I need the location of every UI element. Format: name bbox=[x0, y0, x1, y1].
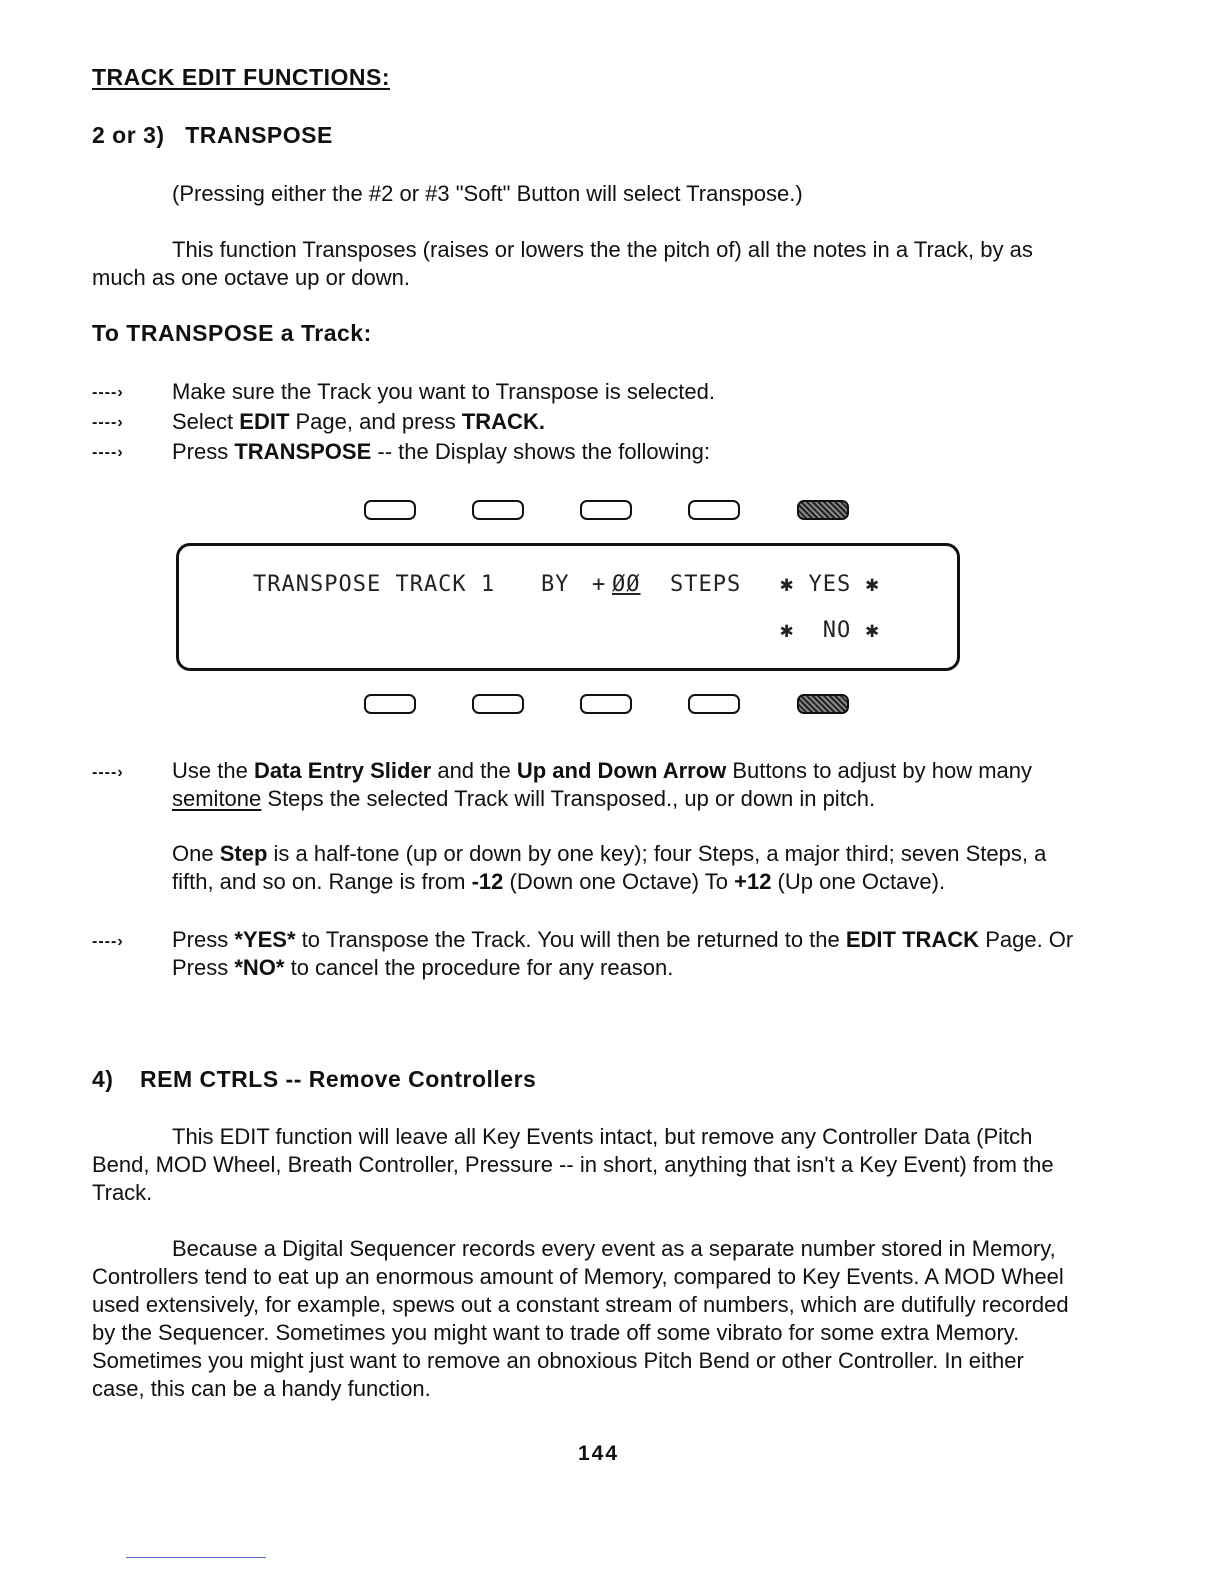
transpose-description: This function Transposes (raises or lowers the the pitch of) all the notes in a Track, by as much as one octave up or down. bbox=[92, 237, 1033, 290]
soft-button-5-yes[interactable] bbox=[797, 500, 849, 520]
howto-heading: To TRANSPOSE a Track: bbox=[92, 320, 372, 346]
lcd-no-option: ✱ NO ✱ bbox=[780, 618, 880, 643]
soft-button-3[interactable] bbox=[580, 500, 632, 520]
rem-ctrls-para-2: Because a Digital Sequencer records every event as a separate number stored in Memory, Controllers tend to eat up an enormous amount of Memory, compared to Key Events. A MOD Wheel used extensively, for example, spews out a constant stream of numbers, which are dutifully recorded by the Sequencer. Sometimes you might want to trade off some vibrato for some extra Memory. Sometimes you might just want to remove an obnoxious Pitch Bend or other Controller. In either case, this can be a handy function. bbox=[92, 1236, 1069, 1401]
lcd-sign: + bbox=[592, 572, 607, 597]
arrow-bullet: ----› bbox=[92, 764, 124, 781]
soft-button-6[interactable] bbox=[364, 694, 416, 714]
rem-ctrls-para-1: This EDIT function will leave all Key Events intact, but remove any Controller Data (Pitch Bend, MOD Wheel, Breath Controller, Pressure -- in short, anything that isn't a Key Event) from the Track. bbox=[92, 1124, 1054, 1205]
page-title: TRACK EDIT FUNCTIONS: bbox=[92, 64, 390, 90]
step-5: Press *YES* to Transpose the Track. You will then be returned to the EDIT TRACK Page. Or Press *NO* to cancel the procedure for any reason. bbox=[172, 927, 1074, 980]
arrow-bullet: ----› bbox=[92, 414, 124, 431]
page-number: 144 bbox=[578, 1442, 620, 1465]
soft-button-7[interactable] bbox=[472, 694, 524, 714]
footer-rule bbox=[126, 1557, 266, 1558]
lcd-yes-option: ✱ YES ✱ bbox=[780, 572, 880, 597]
soft-button-9[interactable] bbox=[688, 694, 740, 714]
step-3: Press TRANSPOSE -- the Display shows the following: bbox=[172, 439, 710, 464]
soft-button-4[interactable] bbox=[688, 500, 740, 520]
transpose-heading: 2 or 3) TRANSPOSE bbox=[92, 122, 333, 148]
step-4: Use the Data Entry Slider and the Up and Down Arrow Buttons to adjust by how many semitone Steps the selected Track will Transposed., up or down in pitch. bbox=[172, 758, 1032, 811]
soft-button-1[interactable] bbox=[364, 500, 416, 520]
arrow-bullet: ----› bbox=[92, 444, 124, 461]
rem-ctrls-heading: REM CTRLS -- Remove Controllers bbox=[140, 1066, 537, 1092]
arrow-bullet: ----› bbox=[92, 384, 124, 401]
soft-button-8[interactable] bbox=[580, 694, 632, 714]
step-info: One Step is a half-tone (up or down by one key); four Steps, a major third; seven Steps, a fifth, and so on. Range is from -12 (Down one Octave) To +12 (Up one Octave). bbox=[172, 841, 1047, 894]
arrow-bullet: ----› bbox=[92, 933, 124, 950]
lcd-display bbox=[176, 543, 960, 671]
step-1: Make sure the Track you want to Transpose is selected. bbox=[172, 379, 715, 404]
transpose-note: (Pressing either the #2 or #3 "Soft" Button will select Transpose.) bbox=[172, 181, 803, 206]
soft-button-2[interactable] bbox=[472, 500, 524, 520]
lcd-by-label: BY bbox=[541, 572, 570, 597]
lcd-step-value: ØØ bbox=[612, 572, 641, 597]
step-2: Select EDIT Page, and press TRACK. bbox=[172, 409, 545, 434]
rem-ctrls-number: 4) bbox=[92, 1066, 114, 1092]
soft-button-10-no[interactable] bbox=[797, 694, 849, 714]
lcd-steps-label: STEPS bbox=[670, 572, 742, 597]
lcd-transpose-label: TRANSPOSE TRACK 1 bbox=[253, 572, 496, 597]
